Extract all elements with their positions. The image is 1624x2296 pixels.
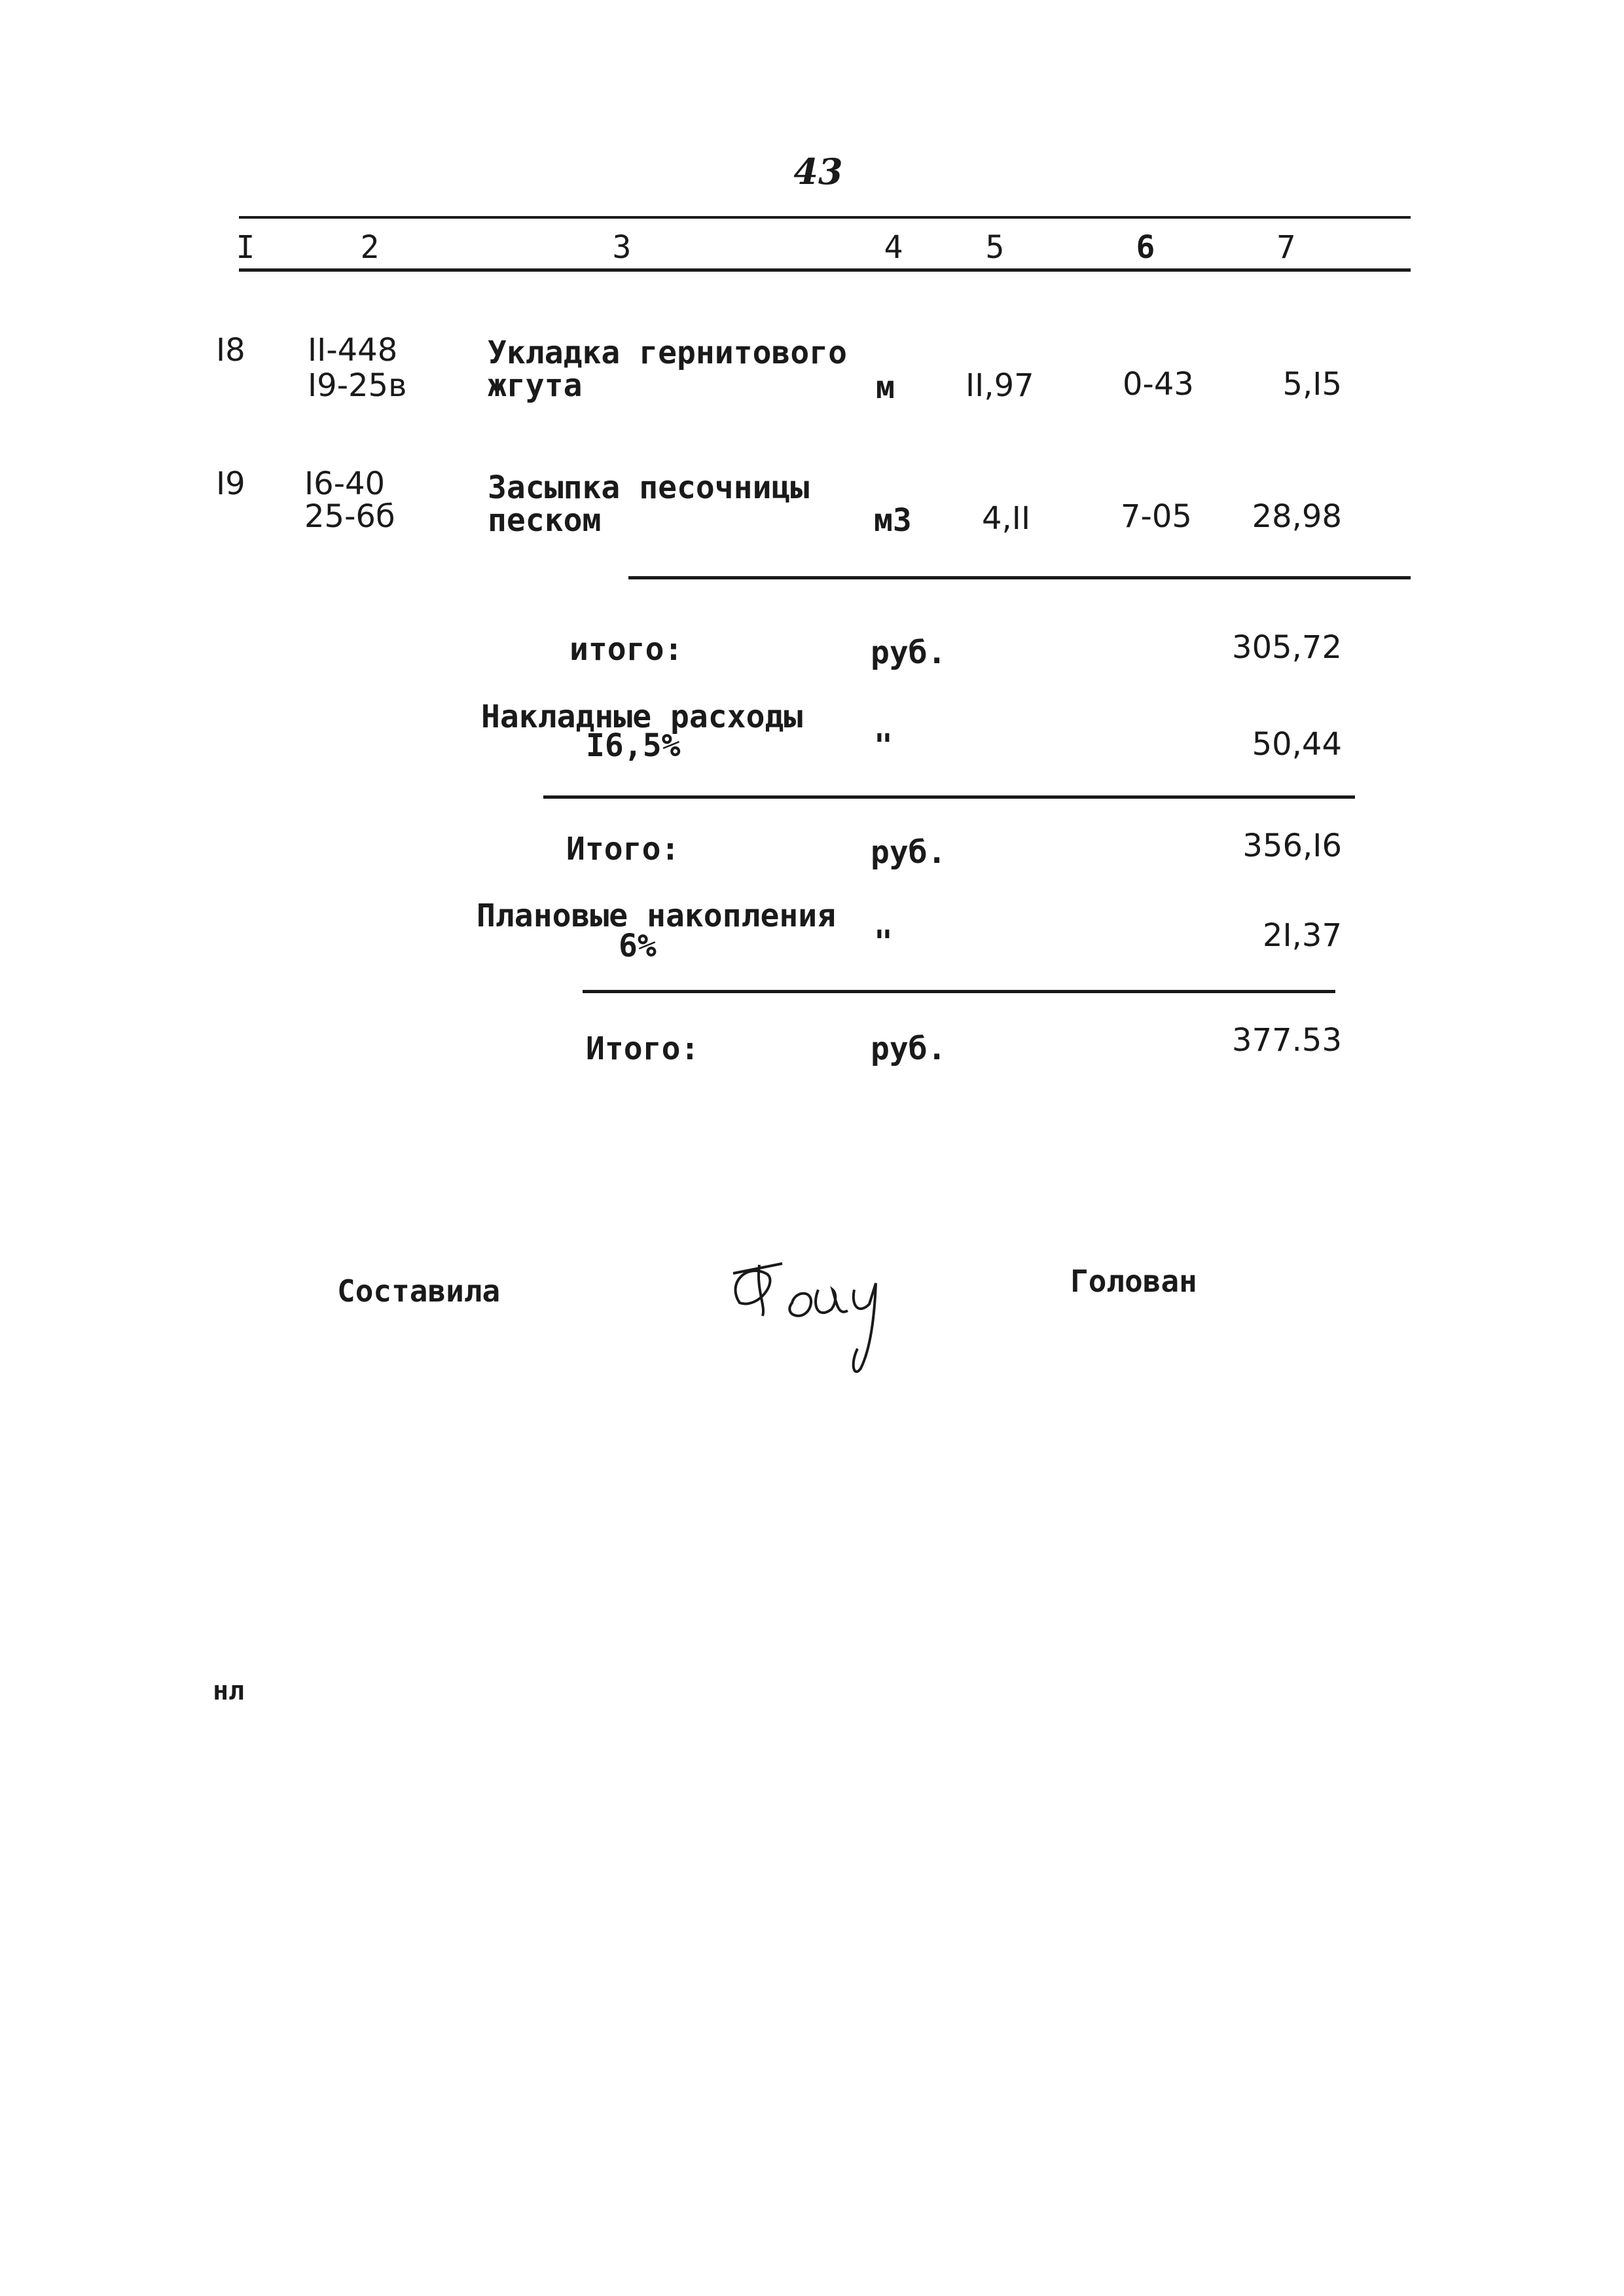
row-unit-price: 0-43 [1123, 366, 1194, 403]
summary-unit: " [874, 727, 893, 764]
page-number: 43 [793, 151, 843, 192]
col-header-1: I [236, 229, 255, 266]
summary-unit: руб. [871, 834, 947, 871]
summary-label-line2: 6% [619, 928, 657, 964]
row-code-line1: II-448 [308, 332, 398, 369]
col-header-6: 6 [1136, 229, 1155, 266]
row-total: 5,I5 [1282, 366, 1342, 403]
total-rule [583, 990, 1335, 993]
row-unit-price: 7-05 [1121, 498, 1192, 535]
row-unit: м [876, 369, 895, 406]
summary-amount: 50,44 [1252, 726, 1342, 763]
signature-text [720, 1224, 721, 1225]
summary-unit: руб. [871, 1030, 947, 1067]
summary-label: итого: [569, 631, 683, 668]
handwritten-signature-icon [720, 1224, 929, 1381]
col-header-4: 4 [884, 229, 903, 266]
header-bottom-rule [239, 268, 1411, 272]
signature [720, 1224, 929, 1384]
row-description-line2: жгута [488, 367, 583, 404]
col-header-2: 2 [360, 229, 380, 266]
summary-unit: " [874, 924, 893, 960]
summary-amount: 377.53 [1232, 1022, 1342, 1059]
col-header-3: 3 [612, 229, 632, 266]
subtotal-rule [543, 795, 1355, 799]
footer-mark: нл [213, 1676, 245, 1706]
row-description-line1: Укладка гернитового [488, 335, 848, 371]
summary-label: Плановые накопления [477, 898, 837, 934]
row-description-line1: Засыпка песочницы [488, 469, 810, 506]
summary-amount: 356,I6 [1242, 828, 1342, 864]
row-quantity: II,97 [965, 367, 1034, 404]
col-header-7: 7 [1276, 229, 1296, 266]
summary-amount: 2I,37 [1262, 917, 1342, 954]
signer-name: Голован [1070, 1264, 1197, 1299]
table-end-rule [628, 576, 1411, 579]
row-number: I8 [216, 332, 245, 369]
row-description-line2: песком [488, 502, 602, 539]
row-unit: м3 [874, 502, 912, 539]
compiled-by-label: Составила [337, 1273, 501, 1309]
row-code-line2: 25-6б [304, 498, 395, 535]
summary-amount: 305,72 [1232, 629, 1342, 666]
row-quantity: 4,II [982, 500, 1031, 537]
summary-label-line2: I6,5% [586, 727, 681, 764]
row-code-line1: I6-40 [304, 465, 386, 502]
summary-unit: руб. [871, 634, 947, 671]
row-total: 28,98 [1252, 498, 1342, 535]
summary-label: Накладные расходы [481, 699, 803, 735]
header-top-rule [239, 216, 1411, 219]
summary-label: Итого: [566, 831, 680, 867]
col-header-5: 5 [985, 229, 1005, 266]
summary-label: Итого: [586, 1030, 700, 1067]
row-code-line2: I9-25в [308, 367, 407, 404]
row-number: I9 [216, 465, 245, 502]
